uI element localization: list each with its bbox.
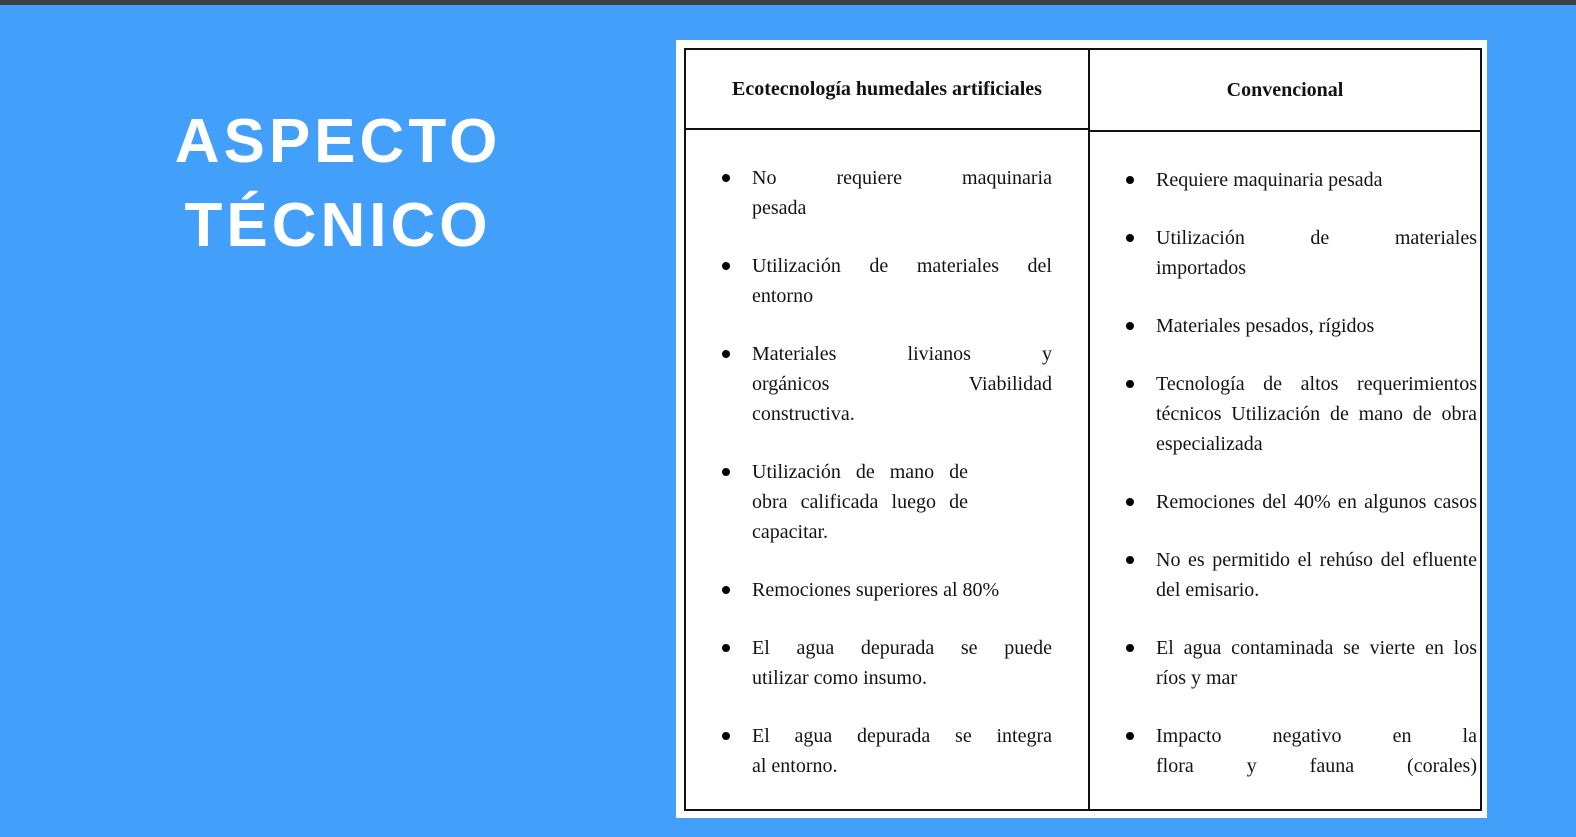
page-title-line-2: TÉCNICO — [184, 191, 492, 260]
page-title-line-1: ASPECTO — [174, 107, 502, 176]
list-item: No es permitido el rehúso del efluente del emisario. — [1090, 545, 1477, 605]
comparison-table — [684, 48, 1482, 811]
column-header-conventional: Convencional — [1090, 50, 1480, 132]
list-item: Impacto negativo en la flora y fauna (corales) — [1090, 721, 1477, 781]
page-title — [0, 100, 676, 268]
list-item: El agua depurada se integra al entorno. — [686, 721, 1052, 781]
top-divider-bar — [0, 0, 1576, 5]
list-item: Tecnología de altos requerimientos técnicos Utilización de mano de obra especializada — [1090, 369, 1477, 459]
list-item: Utilización de materiales del entorno — [686, 251, 1052, 311]
list-item: Utilización de materiales importados — [1090, 223, 1477, 283]
list-item: Utilización de mano de obra calificada luego de capacitar. — [686, 457, 968, 547]
table-card — [676, 40, 1487, 818]
column-header-ecotechnology: Ecotecnología humedales artificiales — [686, 50, 1088, 130]
list-item: El agua contaminada se vierte en los ríos y mar — [1090, 633, 1477, 693]
list-item: Materiales pesados, rígidos — [1090, 311, 1477, 341]
list-item: Remociones superiores al 80% — [686, 575, 1052, 605]
bullet-list-conventional — [1090, 165, 1477, 781]
list-item: No requiere maquinaria pesada — [686, 163, 1052, 223]
list-item: El agua depurada se puede utilizar como insumo. — [686, 633, 1052, 693]
bullet-list-ecotechnology — [686, 163, 1052, 781]
list-item: Requiere maquinaria pesada — [1090, 165, 1477, 195]
list-item: Remociones del 40% en algunos casos — [1090, 487, 1477, 517]
column-body-ecotechnology — [686, 130, 1088, 809]
column-conventional — [1090, 50, 1480, 809]
list-item: Materiales livianos y orgánicos Viabilidad constructiva. — [686, 339, 1052, 429]
column-ecotechnology — [686, 50, 1090, 809]
column-body-conventional — [1090, 132, 1480, 809]
